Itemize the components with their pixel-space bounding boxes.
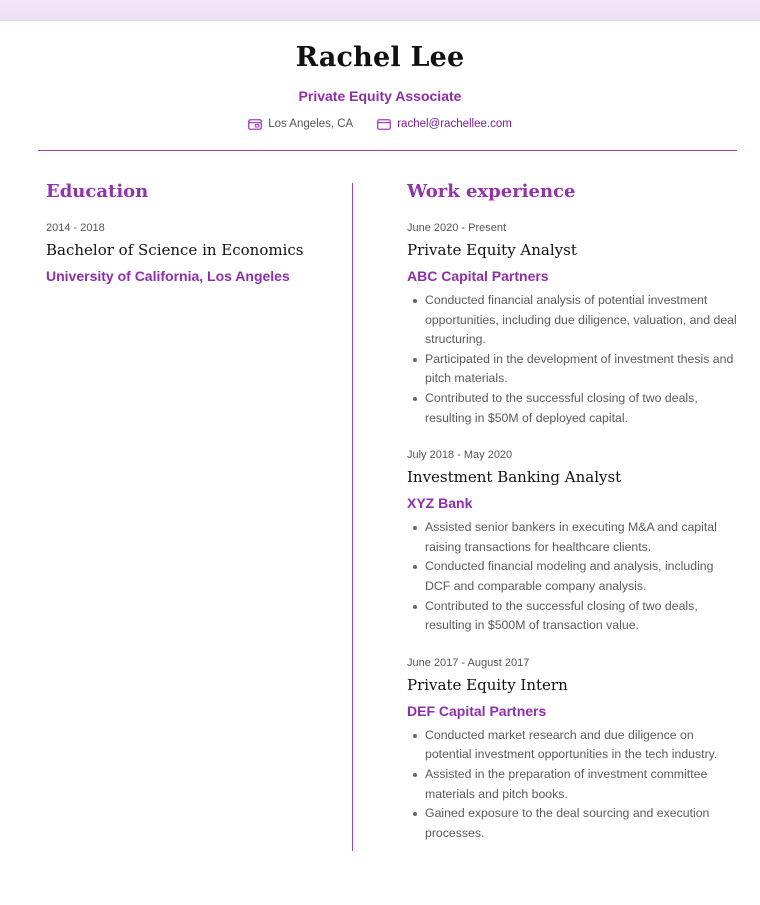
job-bullet: Gained exposure to the deal sourcing and execution processes. [425,804,737,843]
job-title: Private Equity Analyst [407,241,577,259]
job-company: XYZ Bank [407,495,473,512]
contact-info [0,116,760,132]
job-title: Investment Banking Analyst [407,468,622,487]
email-link[interactable]: rachel@rachellee.com [397,118,512,130]
job-bullet: Conducted financial analysis of potential investment opportunities, including due diligence, valuation, and deal structuring. [425,291,737,350]
header-divider [38,150,737,151]
job-bullets [407,726,737,844]
job-item [407,448,737,636]
candidate-role: Private Equity Associate [298,88,462,104]
job-bullet: Contributed to the successful closing of two deals, resulting in $50M of deployed capital. [425,389,737,428]
job-item [407,656,737,844]
work-section [407,180,737,843]
job-bullets [407,291,737,428]
job-bullet: Conducted market research and due diligence on potential investment opportunities in the tech industry. [425,726,737,765]
job-company: DEF Capital Partners [407,702,547,719]
candidate-name: Rachel Lee [295,42,465,73]
work-heading: Work experience [407,181,576,202]
education-section [46,180,336,286]
education-item [46,221,336,286]
resume-header [0,40,760,106]
job-item [407,221,737,428]
email-icon [377,119,391,130]
job-dates: June 2017 - August 2017 [407,656,530,669]
job-bullet: Participated in the development of investment thesis and pitch materials. [425,350,737,389]
education-heading: Education [46,181,149,202]
education-school: University of California, Los Angeles [46,268,290,284]
location-text: Los Angeles, CA [268,118,354,130]
job-dates: July 2018 - May 2020 [407,449,513,462]
top-band [0,0,760,21]
job-company: ABC Capital Partners [407,268,549,284]
education-degree: Bachelor of Science in Economics [46,241,304,259]
column-divider [352,183,353,851]
contact-location [248,116,353,132]
job-bullet: Assisted senior bankers in executing M&A and capital raising transactions for healthcare clients. [425,518,737,557]
job-bullet: Contributed to the successful closing of two deals, resulting in $500M of transaction value. [425,597,737,636]
job-bullets [407,518,737,636]
location-card-icon [248,119,262,130]
job-title: Private Equity Intern [407,675,568,694]
education-dates: 2014 - 2018 [46,222,105,234]
job-bullet: Conducted financial modeling and analysis, including DCF and comparable company analysis. [425,557,737,596]
job-bullet: Assisted in the preparation of investment committee materials and pitch books. [425,765,737,804]
contact-email[interactable] [377,116,512,132]
job-dates: June 2020 - Present [407,222,507,234]
